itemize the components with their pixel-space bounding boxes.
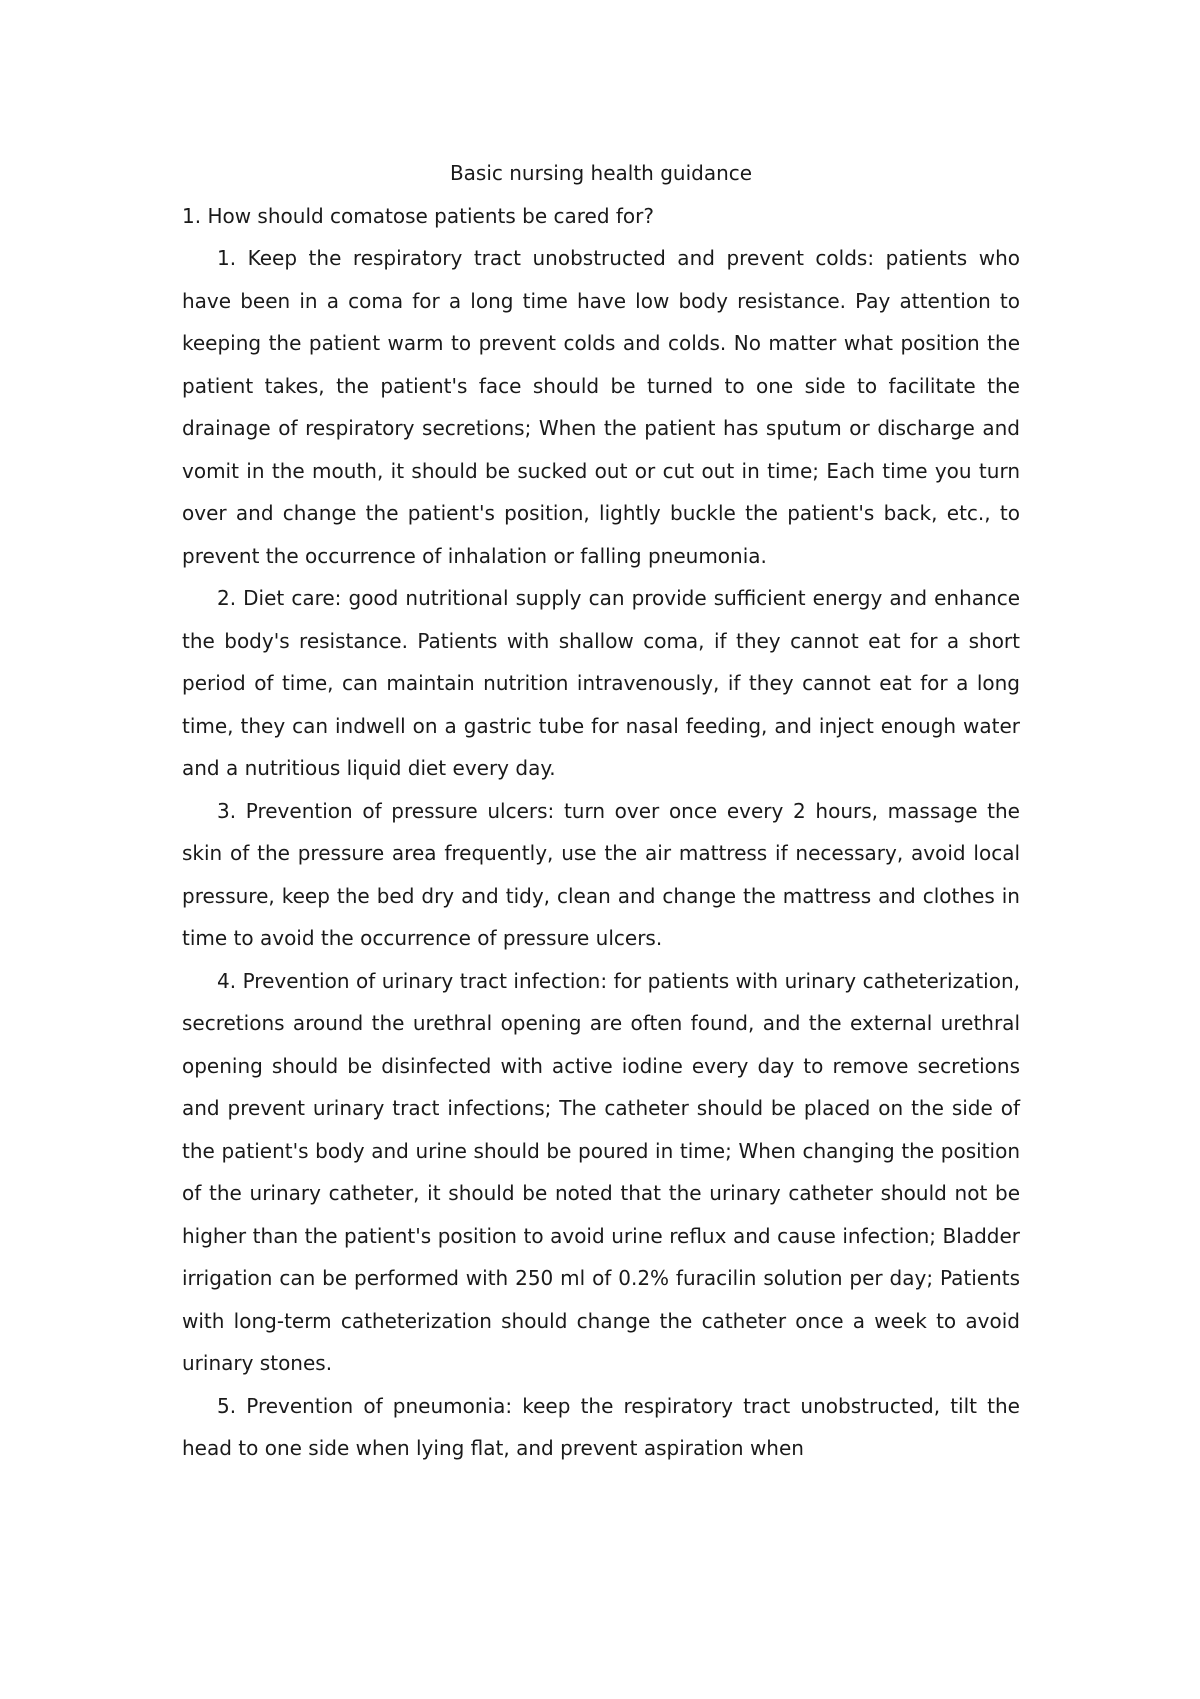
document-body	[182, 152, 1020, 1470]
paragraph-pressure-ulcers: 3. Prevention of pressure ulcers: turn over once every 2 hours, massage the skin of the pressure area frequently, use the air mattress if necessary, avoid local pressure, keep the bed dry and tidy, clean and change the mattress and clothes in time to avoid the occurrence of pressure ulcers.	[182, 798, 1020, 950]
paragraph-respiratory-care: 1. Keep the respiratory tract unobstructed and prevent colds: patients who have been in a coma for a long time have low body resistance. Pay attention to keeping the patient warm to prevent colds and colds. No matter what position the patient takes, the patient's face should be turned to one side to facilitate the drainage of respiratory secretions; When the patient has sputum or discharge and vomit in the mouth, it should be sucked out or cut out in time; Each time you turn over and change the patient's position, lightly buckle the patient's back, etc., to prevent the occurrence of inhalation or falling pneumonia.	[182, 246, 1020, 568]
paragraph-diet-care: 2. Diet care: good nutritional supply can provide sufficient energy and enhance the body's resistance. Patients with shallow coma, if they cannot eat for a short period of time, can maintain nutrition intravenously, if they cannot eat for a long time, they can indwell on a gastric tube for nasal feeding, and inject enough water and a nutritious liquid diet every day.	[182, 586, 1020, 780]
paragraph-pneumonia: 5. Prevention of pneumonia: keep the respiratory tract unobstructed, tilt the head to one side when lying flat, and prevent aspiration when	[182, 1393, 1020, 1460]
document-title: Basic nursing health guidance	[449, 161, 753, 185]
question-heading: 1. How should comatose patients be cared for?	[182, 203, 654, 228]
paragraph-urinary-infection: 4. Prevention of urinary tract infection: for patients with urinary catheterization, secretions around the urethral opening are often found, and the external urethral opening should be disinfected with active iodine every day to remove secretions and prevent urinary tract infections; The catheter should be placed on the side of the patient's body and urine should be poured in time; When changing the position of the urinary catheter, it should be noted that the urinary catheter should not be higher than the patient's position to avoid urine reflux and cause infection; Bladder irrigation can be performed with 250 ml of 0.2% furacilin solution per day; Patients with long-term catheterization should change the catheter once a week to avoid urinary stones.	[182, 968, 1020, 1375]
